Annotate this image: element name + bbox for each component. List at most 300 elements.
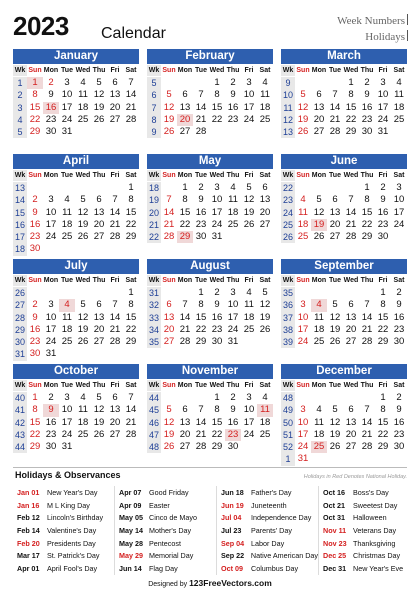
day-cell bbox=[177, 287, 193, 299]
day-cell: 20 bbox=[93, 323, 105, 335]
footer bbox=[0, 578, 420, 588]
week-row bbox=[281, 312, 407, 324]
day-cell: 28 bbox=[345, 231, 357, 243]
month-november bbox=[147, 364, 273, 458]
day-cell: 7 bbox=[128, 77, 134, 88]
week-number: 24 bbox=[282, 207, 293, 218]
day-cell: 18 bbox=[313, 323, 325, 335]
day-cell bbox=[241, 336, 257, 348]
day-cell: 6 bbox=[332, 194, 338, 206]
week-number: 12 bbox=[282, 114, 293, 125]
week-number: 31 bbox=[148, 288, 159, 298]
week-number: 33 bbox=[148, 312, 159, 323]
weekday-label: Sat bbox=[125, 67, 137, 74]
day-cell bbox=[327, 392, 343, 404]
week-number: 1 bbox=[13, 77, 27, 89]
holiday-row bbox=[217, 549, 319, 562]
week-row bbox=[281, 287, 407, 299]
day-cell bbox=[375, 453, 391, 465]
week-number: 38 bbox=[282, 324, 293, 335]
day-cell: 7 bbox=[332, 89, 338, 101]
holiday-name: Sweetest Day bbox=[353, 500, 398, 510]
day-cell: 8 bbox=[198, 299, 204, 311]
week-number: 22 bbox=[282, 183, 293, 193]
day-cell: 10 bbox=[45, 206, 57, 218]
day-cell: 24 bbox=[45, 231, 57, 243]
day-cell: 4 bbox=[262, 392, 268, 403]
day-cell: 24 bbox=[61, 428, 73, 440]
day-cell: 29 bbox=[177, 231, 193, 243]
week-row bbox=[281, 324, 407, 336]
holiday-date: Apr 07 bbox=[119, 487, 142, 497]
day-cell: 4 bbox=[80, 77, 86, 88]
day-cell: 1 bbox=[214, 77, 220, 88]
day-cell: 2 bbox=[214, 287, 220, 298]
day-cell: 26 bbox=[163, 126, 175, 138]
day-cell: 4 bbox=[230, 182, 236, 193]
week-row bbox=[281, 231, 407, 243]
weekday-label: Mon bbox=[43, 382, 59, 389]
month-header: October bbox=[13, 364, 139, 379]
weekday-label: Sat bbox=[259, 277, 271, 284]
day-cell: 9 bbox=[32, 311, 38, 323]
week-rows bbox=[147, 77, 273, 138]
day-cell: 21 bbox=[109, 218, 121, 230]
day-cell: 27 bbox=[109, 428, 121, 440]
day-cell: 20 bbox=[259, 206, 271, 218]
day-cell: 3 bbox=[64, 392, 70, 403]
day-cell: 27 bbox=[345, 336, 357, 348]
day-cell: 8 bbox=[214, 89, 220, 101]
week-row bbox=[13, 207, 139, 219]
day-cell: 23 bbox=[227, 113, 239, 125]
day-cell bbox=[75, 182, 91, 194]
day-cell: 13 bbox=[179, 416, 191, 428]
holiday-row bbox=[319, 549, 409, 562]
day-cell bbox=[75, 243, 91, 255]
holiday-date: Jun 18 bbox=[221, 487, 244, 497]
day-cell: 13 bbox=[329, 206, 341, 218]
week-number: 52 bbox=[282, 442, 293, 453]
day-cell: 12 bbox=[329, 416, 341, 428]
weekday-label: Wed bbox=[209, 172, 225, 179]
day-cell bbox=[91, 348, 107, 360]
week-row bbox=[13, 77, 139, 89]
day-cell: 15 bbox=[377, 416, 389, 428]
day-cell: 19 bbox=[93, 101, 105, 113]
day-cell: 23 bbox=[29, 336, 41, 348]
day-cell: 7 bbox=[198, 89, 204, 101]
day-cell bbox=[311, 453, 327, 465]
weekday-label: Mon bbox=[177, 172, 193, 179]
day-cell: 1 bbox=[380, 287, 386, 298]
day-cell: 20 bbox=[345, 428, 357, 440]
weekday-label: Wed bbox=[209, 67, 225, 74]
day-cell: 19 bbox=[297, 113, 309, 125]
day-cell bbox=[225, 231, 241, 243]
day-cell: 24 bbox=[297, 336, 309, 348]
weekday-label: Mon bbox=[311, 172, 327, 179]
day-cell: 1 bbox=[348, 77, 354, 88]
weekday-label: Tue bbox=[61, 382, 73, 389]
week-number: 2 bbox=[13, 89, 27, 101]
week-row bbox=[281, 299, 407, 311]
day-cell: 27 bbox=[109, 113, 121, 125]
holiday-name: Christmas Day bbox=[353, 551, 401, 561]
day-cell: 14 bbox=[329, 101, 341, 113]
weekday-label: Thu bbox=[92, 382, 106, 389]
week-row bbox=[13, 194, 139, 206]
week-row bbox=[147, 219, 273, 231]
day-cell: 16 bbox=[393, 416, 405, 428]
day-cell: 13 bbox=[163, 311, 175, 323]
day-cell: 7 bbox=[364, 299, 370, 311]
week-row bbox=[13, 102, 139, 114]
day-cell: 2 bbox=[198, 182, 204, 193]
week-row bbox=[281, 392, 407, 404]
day-cell: 23 bbox=[361, 113, 373, 125]
day-cell: 13 bbox=[109, 404, 121, 416]
week-number: 35 bbox=[148, 337, 159, 348]
weekday-label: Wed bbox=[75, 67, 91, 74]
day-cell: 30 bbox=[211, 336, 223, 348]
day-cell: 27 bbox=[93, 231, 105, 243]
day-cell: 5 bbox=[262, 287, 268, 298]
day-cell: 23 bbox=[45, 428, 57, 440]
day-cell: 23 bbox=[393, 428, 405, 440]
week-row bbox=[147, 336, 273, 348]
day-cell: 21 bbox=[361, 428, 373, 440]
day-cell: 6 bbox=[348, 299, 354, 311]
weekday-label: Sun bbox=[28, 277, 42, 284]
week-number: 5 bbox=[147, 77, 161, 89]
day-cell: 25 bbox=[77, 428, 89, 440]
day-cell: 21 bbox=[329, 113, 341, 125]
day-cell: 4 bbox=[300, 194, 306, 206]
day-cell: 1 bbox=[32, 392, 38, 403]
day-cell: 30 bbox=[227, 441, 239, 453]
week-number: 6 bbox=[147, 89, 161, 101]
week-row bbox=[147, 77, 273, 89]
holiday-date: Oct 31 bbox=[323, 513, 345, 523]
day-cell bbox=[225, 126, 241, 138]
holiday-row bbox=[13, 499, 115, 512]
day-cell bbox=[59, 243, 75, 255]
day-cell: 6 bbox=[182, 89, 188, 101]
weekday-header-row bbox=[147, 170, 273, 181]
holiday-name: Cinco de Mayo bbox=[149, 513, 197, 523]
day-cell: 12 bbox=[259, 299, 271, 311]
month-header: July bbox=[13, 259, 139, 274]
day-cell: 7 bbox=[182, 299, 188, 311]
day-cell: 8 bbox=[364, 194, 370, 206]
day-cell: 25 bbox=[227, 218, 239, 230]
holiday-row bbox=[13, 486, 115, 499]
day-cell: 10 bbox=[227, 299, 239, 311]
calendar-header bbox=[0, 0, 420, 46]
week-row bbox=[281, 429, 407, 441]
month-header: September bbox=[281, 259, 407, 274]
day-cell: 15 bbox=[125, 311, 137, 323]
week-number: 48 bbox=[282, 393, 293, 403]
day-cell bbox=[343, 453, 359, 465]
week-row bbox=[147, 89, 273, 101]
week-row bbox=[147, 417, 273, 429]
day-cell: 17 bbox=[393, 206, 405, 218]
day-cell bbox=[107, 287, 123, 299]
day-cell: 11 bbox=[78, 89, 88, 101]
day-cell: 20 bbox=[109, 416, 121, 428]
weekday-header-row bbox=[281, 170, 407, 181]
holiday-name: Flag Day bbox=[149, 563, 178, 573]
day-cell: 31 bbox=[61, 126, 73, 138]
day-cell: 30 bbox=[393, 441, 405, 453]
holiday-row bbox=[217, 524, 319, 537]
day-cell: 11 bbox=[257, 404, 273, 416]
week-row bbox=[147, 102, 273, 114]
day-cell: 29 bbox=[125, 231, 137, 243]
weekday-label: Tue bbox=[195, 382, 207, 389]
day-cell bbox=[343, 182, 359, 194]
day-cell bbox=[359, 392, 375, 404]
holiday-row bbox=[13, 537, 115, 550]
day-cell: 16 bbox=[393, 311, 405, 323]
day-cell: 28 bbox=[109, 336, 121, 348]
day-cell bbox=[257, 231, 273, 243]
day-cell: 11 bbox=[78, 404, 88, 416]
day-cell: 23 bbox=[393, 323, 405, 335]
day-cell: 29 bbox=[125, 336, 137, 348]
day-cell: 27 bbox=[329, 231, 341, 243]
weekday-label: Tue bbox=[329, 382, 341, 389]
day-cell: 26 bbox=[77, 336, 89, 348]
day-cell bbox=[295, 182, 311, 194]
day-cell bbox=[59, 287, 75, 299]
day-cell bbox=[27, 182, 43, 194]
holiday-date: Apr 09 bbox=[119, 500, 142, 510]
holiday-row bbox=[115, 549, 217, 562]
month-june bbox=[281, 154, 407, 248]
day-cell: 13 bbox=[109, 89, 121, 101]
day-cell bbox=[343, 392, 359, 404]
holiday-date: Jun 14 bbox=[119, 563, 142, 573]
day-cell: 24 bbox=[227, 323, 239, 335]
day-cell: 11 bbox=[244, 299, 254, 311]
week-row bbox=[281, 114, 407, 126]
day-cell: 12 bbox=[77, 206, 89, 218]
day-cell: 21 bbox=[125, 101, 137, 113]
weekday-header-row bbox=[147, 65, 273, 76]
day-cell: 9 bbox=[230, 404, 236, 416]
day-cell: 1 bbox=[380, 392, 386, 403]
holiday-date: Jun 19 bbox=[221, 500, 244, 510]
weekday-label: Fri bbox=[110, 382, 120, 389]
day-cell: 22 bbox=[125, 323, 137, 335]
week-number: 16 bbox=[14, 219, 25, 230]
day-cell: 6 bbox=[96, 194, 102, 206]
holiday-row bbox=[217, 499, 319, 512]
month-header: June bbox=[281, 154, 407, 169]
day-cell: 9 bbox=[364, 89, 370, 101]
week-row bbox=[147, 324, 273, 336]
weekday-label: Tue bbox=[61, 172, 73, 179]
day-cell: 25 bbox=[243, 323, 255, 335]
weekday-label: Sat bbox=[125, 382, 137, 389]
day-cell: 16 bbox=[29, 218, 41, 230]
day-cell: 28 bbox=[195, 441, 207, 453]
day-cell: 26 bbox=[259, 323, 271, 335]
weekday-header-row bbox=[281, 380, 407, 391]
legend-week-marker bbox=[407, 14, 408, 25]
day-cell bbox=[123, 243, 139, 255]
day-cell bbox=[391, 453, 407, 465]
week-number: 46 bbox=[148, 417, 159, 428]
weekday-label: Sun bbox=[162, 67, 176, 74]
week-rows bbox=[281, 182, 407, 243]
weekday-label: Sun bbox=[28, 172, 42, 179]
month-may bbox=[147, 154, 273, 248]
weekday-label: Wed bbox=[75, 172, 91, 179]
day-cell: 7 bbox=[112, 194, 118, 206]
weekday-label: Sun bbox=[28, 67, 42, 74]
day-cell: 25 bbox=[77, 113, 89, 125]
day-cell: 30 bbox=[377, 231, 389, 243]
day-cell: 11 bbox=[260, 89, 270, 101]
day-cell: 8 bbox=[128, 194, 134, 206]
day-cell: 15 bbox=[179, 206, 191, 218]
holiday-date: Oct 21 bbox=[323, 500, 345, 510]
holiday-date: Feb 20 bbox=[17, 538, 40, 548]
week-number: 8 bbox=[147, 114, 161, 126]
day-cell: 14 bbox=[179, 311, 191, 323]
week-rows bbox=[147, 287, 273, 348]
day-cell: 8 bbox=[182, 194, 188, 206]
day-cell: 10 bbox=[243, 89, 255, 101]
week-number: 29 bbox=[14, 324, 25, 335]
day-cell: 5 bbox=[332, 299, 338, 311]
day-cell bbox=[75, 348, 91, 360]
week-row bbox=[13, 231, 139, 243]
holiday-date: Feb 12 bbox=[17, 513, 40, 523]
day-cell bbox=[107, 243, 123, 255]
legend-week-numbers bbox=[337, 14, 408, 28]
weekday-label: Sun bbox=[296, 277, 310, 284]
day-cell: 8 bbox=[214, 404, 220, 416]
holiday-date: Nov 23 bbox=[323, 538, 347, 548]
day-cell: 26 bbox=[329, 441, 341, 453]
day-cell bbox=[91, 243, 107, 255]
holiday-row bbox=[115, 537, 217, 550]
holiday-date: May 05 bbox=[119, 513, 143, 523]
month-header: March bbox=[281, 49, 407, 64]
day-cell: 22 bbox=[361, 218, 373, 230]
day-cell: 21 bbox=[179, 323, 191, 335]
day-cell bbox=[327, 77, 343, 89]
weekday-label: Wk bbox=[148, 67, 160, 74]
day-cell: 14 bbox=[109, 206, 121, 218]
week-number: 23 bbox=[282, 195, 293, 206]
day-cell: 27 bbox=[179, 126, 191, 138]
day-cell: 11 bbox=[228, 194, 238, 206]
weekday-label: Tue bbox=[329, 277, 341, 284]
day-cell bbox=[75, 441, 91, 453]
day-cell bbox=[311, 182, 327, 194]
day-cell: 19 bbox=[93, 416, 105, 428]
day-cell: 5 bbox=[166, 404, 172, 416]
holiday-date: Mar 17 bbox=[17, 551, 40, 561]
day-cell bbox=[43, 243, 59, 255]
holiday-row bbox=[115, 524, 217, 537]
day-cell bbox=[311, 392, 327, 404]
day-cell: 12 bbox=[163, 416, 175, 428]
day-cell bbox=[43, 287, 59, 299]
day-cell: 4 bbox=[64, 194, 70, 206]
holiday-name: Presidents Day bbox=[47, 538, 96, 548]
day-cell: 28 bbox=[125, 113, 137, 125]
weekday-label: Fri bbox=[110, 67, 120, 74]
day-cell: 10 bbox=[45, 311, 57, 323]
day-cell: 24 bbox=[297, 441, 309, 453]
day-cell: 20 bbox=[109, 101, 121, 113]
day-cell: 20 bbox=[313, 113, 325, 125]
week-number: 25 bbox=[282, 219, 293, 230]
day-cell: 7 bbox=[348, 194, 354, 206]
day-cell: 8 bbox=[380, 299, 386, 311]
day-cell bbox=[43, 182, 59, 194]
week-row bbox=[147, 312, 273, 324]
weekday-label: Wk bbox=[282, 172, 294, 179]
day-cell: 17 bbox=[243, 416, 255, 428]
week-number: 32 bbox=[148, 300, 159, 311]
day-cell: 23 bbox=[225, 429, 241, 441]
day-cell: 12 bbox=[77, 311, 89, 323]
day-cell: 1 bbox=[27, 77, 43, 89]
day-cell: 18 bbox=[313, 428, 325, 440]
weekday-label: Wk bbox=[148, 277, 160, 284]
week-row bbox=[147, 207, 273, 219]
week-number: 48 bbox=[148, 442, 159, 453]
holiday-row bbox=[115, 499, 217, 512]
day-cell: 28 bbox=[195, 126, 207, 138]
weekday-label: Tue bbox=[195, 67, 207, 74]
weekday-label: Fri bbox=[244, 67, 254, 74]
day-cell: 25 bbox=[313, 336, 325, 348]
day-cell: 19 bbox=[77, 323, 89, 335]
weekday-label: Wk bbox=[14, 172, 26, 179]
holiday-name: Mother's Day bbox=[149, 525, 192, 535]
day-cell: 5 bbox=[96, 77, 102, 88]
legend-week-label: Week Numbers bbox=[337, 15, 405, 27]
day-cell bbox=[327, 287, 343, 299]
day-cell: 18 bbox=[259, 101, 271, 113]
day-cell: 28 bbox=[109, 231, 121, 243]
weekday-header-row bbox=[147, 275, 273, 286]
day-cell: 3 bbox=[48, 194, 54, 206]
day-cell: 30 bbox=[45, 441, 57, 453]
week-number: 13 bbox=[282, 127, 293, 138]
holiday-name: Boss's Day bbox=[353, 487, 389, 497]
day-cell: 25 bbox=[259, 113, 271, 125]
day-cell: 3 bbox=[246, 392, 252, 403]
day-cell: 27 bbox=[313, 126, 325, 138]
day-cell: 21 bbox=[345, 218, 357, 230]
day-cell: 9 bbox=[214, 299, 220, 311]
week-rows bbox=[281, 77, 407, 138]
day-cell bbox=[75, 126, 91, 138]
weekday-label: Sun bbox=[296, 67, 310, 74]
week-row bbox=[281, 404, 407, 416]
day-cell bbox=[91, 287, 107, 299]
